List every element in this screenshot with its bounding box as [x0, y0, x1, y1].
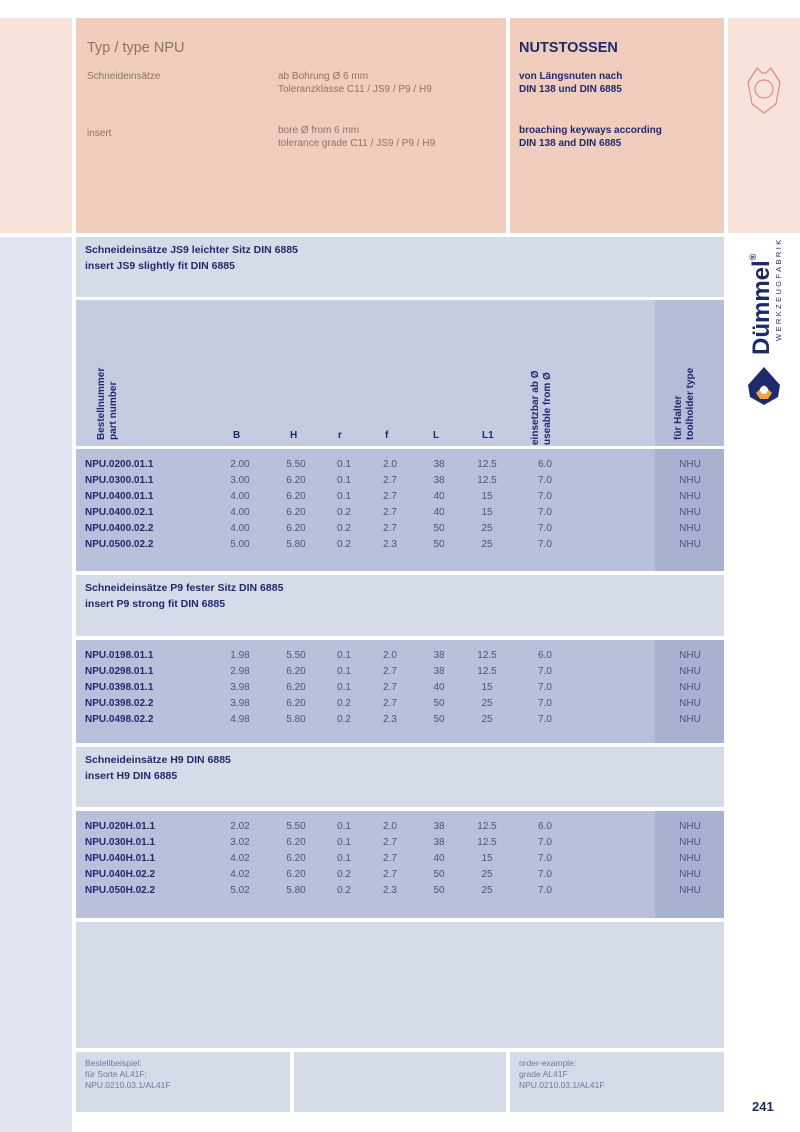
B-cell: 4.02	[230, 853, 250, 864]
col-holder-de: für Halter	[673, 395, 684, 440]
r-cell: 0.2	[337, 885, 351, 896]
section-title-de: Schneideinsätze H9 DIN 6885	[85, 754, 231, 766]
r-cell: 0.1	[337, 837, 351, 848]
B-cell: 5.00	[230, 539, 250, 550]
table-row	[0, 819, 800, 835]
B-cell: 3.98	[230, 682, 250, 693]
H-cell: 6.20	[286, 682, 306, 693]
footer-middle-panel	[294, 1052, 506, 1112]
useable-from-cell: 7.0	[538, 523, 552, 534]
L1-cell: 15	[481, 682, 493, 693]
order-example-line: NPU.0210.03.1/AL41F	[85, 1080, 171, 1090]
order-example-line: order-example:	[519, 1058, 577, 1068]
L1-cell: 15	[481, 853, 493, 864]
col-H: H	[290, 430, 298, 441]
H-cell: 5.80	[286, 885, 306, 896]
useable-from-cell: 6.0	[538, 821, 552, 832]
useable-from-cell: 6.0	[538, 459, 552, 470]
section-title-en: insert P9 strong fit DIN 6885	[85, 598, 226, 610]
table-js9	[0, 457, 800, 557]
header-left-strip	[0, 18, 72, 233]
f-cell: 2.7	[383, 869, 397, 880]
table-row	[0, 457, 800, 473]
brand-name	[748, 254, 776, 355]
de-desc-line: von Längsnuten nach	[519, 71, 623, 82]
L1-cell: 25	[481, 698, 493, 709]
holder-type-cell: NHU	[679, 666, 701, 677]
L-cell: 38	[433, 459, 445, 470]
order-example-line: NPU.0210.03.1/AL41F	[519, 1080, 605, 1090]
part-number-cell: NPU.0400.02.2	[85, 523, 154, 534]
holder-type-cell: NHU	[679, 698, 701, 709]
en-spec	[278, 124, 435, 150]
r-cell: 0.1	[337, 853, 351, 864]
f-cell: 2.0	[383, 459, 397, 470]
H-cell: 6.20	[286, 853, 306, 864]
r-cell: 0.1	[337, 821, 351, 832]
B-cell: 2.02	[230, 821, 250, 832]
section-title-en: insert JS9 slightly fit DIN 6885	[85, 260, 235, 272]
L1-cell: 25	[481, 714, 493, 725]
col-part-number-en: part number	[108, 381, 119, 440]
B-cell: 4.00	[230, 507, 250, 518]
L-cell: 40	[433, 682, 445, 693]
L-cell: 38	[433, 475, 445, 486]
section-title-de: Schneideinsätze P9 fester Sitz DIN 6885	[85, 582, 284, 594]
L-cell: 38	[433, 650, 445, 661]
L1-cell: 25	[481, 539, 493, 550]
f-cell: 2.0	[383, 821, 397, 832]
B-cell: 1.98	[230, 650, 250, 661]
section-title-en: insert H9 DIN 6885	[85, 770, 178, 782]
useable-from-cell: 7.0	[538, 539, 552, 550]
brand-tagline: WERKZEUGFABRIK	[774, 237, 783, 341]
H-cell: 5.50	[286, 459, 306, 470]
de-description	[519, 70, 622, 96]
L1-cell: 25	[481, 885, 493, 896]
f-cell: 2.7	[383, 523, 397, 534]
en-desc-line: broaching keyways according	[519, 125, 662, 136]
useable-from-cell: 7.0	[538, 682, 552, 693]
col-useable-label	[530, 371, 554, 445]
L-cell: 40	[433, 507, 445, 518]
H-cell: 6.20	[286, 523, 306, 534]
f-cell: 2.0	[383, 650, 397, 661]
part-number-cell: NPU.0500.02.2	[85, 539, 154, 550]
useable-from-cell: 7.0	[538, 869, 552, 880]
table-row	[0, 521, 800, 537]
col-holder-label	[673, 368, 697, 440]
en-description	[519, 124, 662, 150]
f-cell: 2.7	[383, 853, 397, 864]
H-cell: 6.20	[286, 475, 306, 486]
holder-type-cell: NHU	[679, 459, 701, 470]
table-row	[0, 883, 800, 899]
f-cell: 2.7	[383, 698, 397, 709]
table-row	[0, 867, 800, 883]
part-number-cell: NPU.030H.01.1	[85, 837, 156, 848]
r-cell: 0.1	[337, 682, 351, 693]
L-cell: 38	[433, 666, 445, 677]
table-row	[0, 489, 800, 505]
H-cell: 6.20	[286, 869, 306, 880]
useable-from-cell: 7.0	[538, 491, 552, 502]
f-cell: 2.7	[383, 475, 397, 486]
H-cell: 6.20	[286, 837, 306, 848]
part-number-cell: NPU.040H.01.1	[85, 853, 156, 864]
holder-type-cell: NHU	[679, 869, 701, 880]
useable-from-cell: 7.0	[538, 885, 552, 896]
col-holder-en: toolholder type	[685, 367, 696, 440]
holder-type-cell: NHU	[679, 650, 701, 661]
L1-cell: 12.5	[477, 475, 497, 486]
order-example-de	[76, 1052, 290, 1112]
useable-from-cell: 6.0	[538, 650, 552, 661]
order-example-line: grade AL41F	[519, 1069, 568, 1079]
empty-panel	[76, 922, 724, 1048]
brand-name-text: Dümmel	[748, 260, 775, 355]
L-cell: 50	[433, 523, 445, 534]
f-cell: 2.3	[383, 539, 397, 550]
holder-type-cell: NHU	[679, 475, 701, 486]
r-cell: 0.1	[337, 459, 351, 470]
holder-type-cell: NHU	[679, 523, 701, 534]
col-L1: L1	[482, 430, 494, 441]
de-spec-line: Toleranzklasse C11 / JS9 / P9 / H9	[278, 84, 432, 95]
r-cell: 0.2	[337, 539, 351, 550]
table-row	[0, 680, 800, 696]
f-cell: 2.3	[383, 885, 397, 896]
L-cell: 38	[433, 837, 445, 848]
order-example-line: Bestellbeispiel:	[85, 1058, 142, 1068]
B-cell: 2.98	[230, 666, 250, 677]
L1-cell: 25	[481, 523, 493, 534]
col-part-number-label	[96, 368, 120, 440]
col-holder-header	[655, 300, 724, 446]
holder-type-cell: NHU	[679, 853, 701, 864]
table-row	[0, 696, 800, 712]
section-title-js9	[85, 242, 298, 274]
L-cell: 38	[433, 821, 445, 832]
f-cell: 2.7	[383, 837, 397, 848]
col-B: B	[233, 430, 241, 441]
L-cell: 50	[433, 698, 445, 709]
L-cell: 50	[433, 714, 445, 725]
useable-from-cell: 7.0	[538, 475, 552, 486]
part-number-cell: NPU.0400.01.1	[85, 491, 154, 502]
useable-from-cell: 7.0	[538, 837, 552, 848]
en-spec-line: bore Ø from 6 mm	[278, 125, 360, 136]
L1-cell: 12.5	[477, 650, 497, 661]
H-cell: 5.50	[286, 821, 306, 832]
useable-from-cell: 7.0	[538, 666, 552, 677]
B-cell: 5.02	[230, 885, 250, 896]
f-cell: 2.7	[383, 507, 397, 518]
order-example-en	[510, 1052, 724, 1112]
table-row	[0, 648, 800, 664]
B-cell: 3.02	[230, 837, 250, 848]
f-cell: 2.7	[383, 491, 397, 502]
col-r: r	[338, 430, 342, 441]
holder-type-cell: NHU	[679, 714, 701, 725]
de-desc-line: DIN 138 und DIN 6885	[519, 84, 622, 95]
table-p9	[0, 648, 800, 732]
part-number-cell: NPU.020H.01.1	[85, 821, 156, 832]
en-desc-line: DIN 138 and DIN 6885	[519, 138, 622, 149]
L1-cell: 12.5	[477, 459, 497, 470]
col-useable-de: einsetzbar ab Ø	[530, 370, 541, 445]
holder-type-cell: NHU	[679, 507, 701, 518]
order-example-line: für Sorte AL41F:	[85, 1069, 147, 1079]
de-label: Schneideinsätze	[87, 71, 161, 82]
table-row	[0, 851, 800, 867]
r-cell: 0.1	[337, 491, 351, 502]
table-row	[0, 712, 800, 728]
page-number: 241	[752, 1099, 774, 1114]
B-cell: 3.98	[230, 698, 250, 709]
header-icon-strip	[728, 18, 800, 233]
keyway-profile-icon	[728, 18, 800, 233]
registered-mark: ®	[748, 253, 758, 261]
holder-type-cell: NHU	[679, 539, 701, 550]
L1-cell: 12.5	[477, 837, 497, 848]
en-spec-line: tolerance grade C11 / JS9 / P9 / H9	[278, 138, 436, 149]
holder-type-cell: NHU	[679, 885, 701, 896]
L-cell: 50	[433, 885, 445, 896]
L1-cell: 15	[481, 507, 493, 518]
col-part-number-de: Bestellnummer	[96, 367, 107, 440]
L1-cell: 25	[481, 869, 493, 880]
r-cell: 0.2	[337, 698, 351, 709]
H-cell: 5.50	[286, 650, 306, 661]
table-h9	[0, 819, 800, 903]
r-cell: 0.1	[337, 650, 351, 661]
part-number-cell: NPU.050H.02.2	[85, 885, 156, 896]
useable-from-cell: 7.0	[538, 853, 552, 864]
table-column-header	[76, 300, 655, 446]
category-title: NUTSTOSSEN	[519, 40, 618, 56]
part-number-cell: NPU.0400.02.1	[85, 507, 154, 518]
part-number-cell: NPU.0300.01.1	[85, 475, 154, 486]
L1-cell: 15	[481, 491, 493, 502]
L1-cell: 12.5	[477, 821, 497, 832]
r-cell: 0.2	[337, 523, 351, 534]
table-row	[0, 505, 800, 521]
f-cell: 2.7	[383, 666, 397, 677]
holder-type-cell: NHU	[679, 821, 701, 832]
L-cell: 40	[433, 491, 445, 502]
part-number-cell: NPU.040H.02.2	[85, 869, 156, 880]
de-spec	[278, 70, 432, 96]
B-cell: 4.00	[230, 523, 250, 534]
part-number-cell: NPU.0198.01.1	[85, 650, 154, 661]
table-row	[0, 664, 800, 680]
B-cell: 2.00	[230, 459, 250, 470]
part-number-cell: NPU.0398.01.1	[85, 682, 154, 693]
en-label: insert	[87, 128, 112, 139]
de-spec-line: ab Bohrung Ø 6 mm	[278, 71, 369, 82]
part-number-cell: NPU.0398.02.2	[85, 698, 154, 709]
col-f: f	[385, 430, 389, 441]
f-cell: 2.3	[383, 714, 397, 725]
page-title: Typ / type NPU	[87, 40, 185, 56]
f-cell: 2.7	[383, 682, 397, 693]
table-row	[0, 835, 800, 851]
holder-type-cell: NHU	[679, 682, 701, 693]
H-cell: 6.20	[286, 491, 306, 502]
H-cell: 6.20	[286, 666, 306, 677]
part-number-cell: NPU.0298.01.1	[85, 666, 154, 677]
B-cell: 4.02	[230, 869, 250, 880]
r-cell: 0.2	[337, 714, 351, 725]
L-cell: 50	[433, 869, 445, 880]
H-cell: 5.80	[286, 714, 306, 725]
part-number-cell: NPU.0498.02.2	[85, 714, 154, 725]
col-useable-en: useable from Ø	[542, 372, 553, 445]
table-row	[0, 537, 800, 553]
L1-cell: 12.5	[477, 666, 497, 677]
H-cell: 6.20	[286, 698, 306, 709]
holder-type-cell: NHU	[679, 837, 701, 848]
useable-from-cell: 7.0	[538, 698, 552, 709]
r-cell: 0.2	[337, 507, 351, 518]
section-title-de: Schneideinsätze JS9 leichter Sitz DIN 6885	[85, 244, 299, 256]
holder-type-cell: NHU	[679, 491, 701, 502]
table-row	[0, 473, 800, 489]
part-number-cell: NPU.0200.01.1	[85, 459, 154, 470]
r-cell: 0.1	[337, 475, 351, 486]
r-cell: 0.1	[337, 666, 351, 677]
H-cell: 5.80	[286, 539, 306, 550]
L-cell: 40	[433, 853, 445, 864]
B-cell: 4.00	[230, 491, 250, 502]
useable-from-cell: 7.0	[538, 714, 552, 725]
col-L: L	[433, 430, 440, 441]
section-title-p9	[85, 580, 283, 612]
section-title-h9	[85, 752, 231, 784]
L-cell: 50	[433, 539, 445, 550]
B-cell: 4.98	[230, 714, 250, 725]
r-cell: 0.2	[337, 869, 351, 880]
useable-from-cell: 7.0	[538, 507, 552, 518]
H-cell: 6.20	[286, 507, 306, 518]
B-cell: 3.00	[230, 475, 250, 486]
